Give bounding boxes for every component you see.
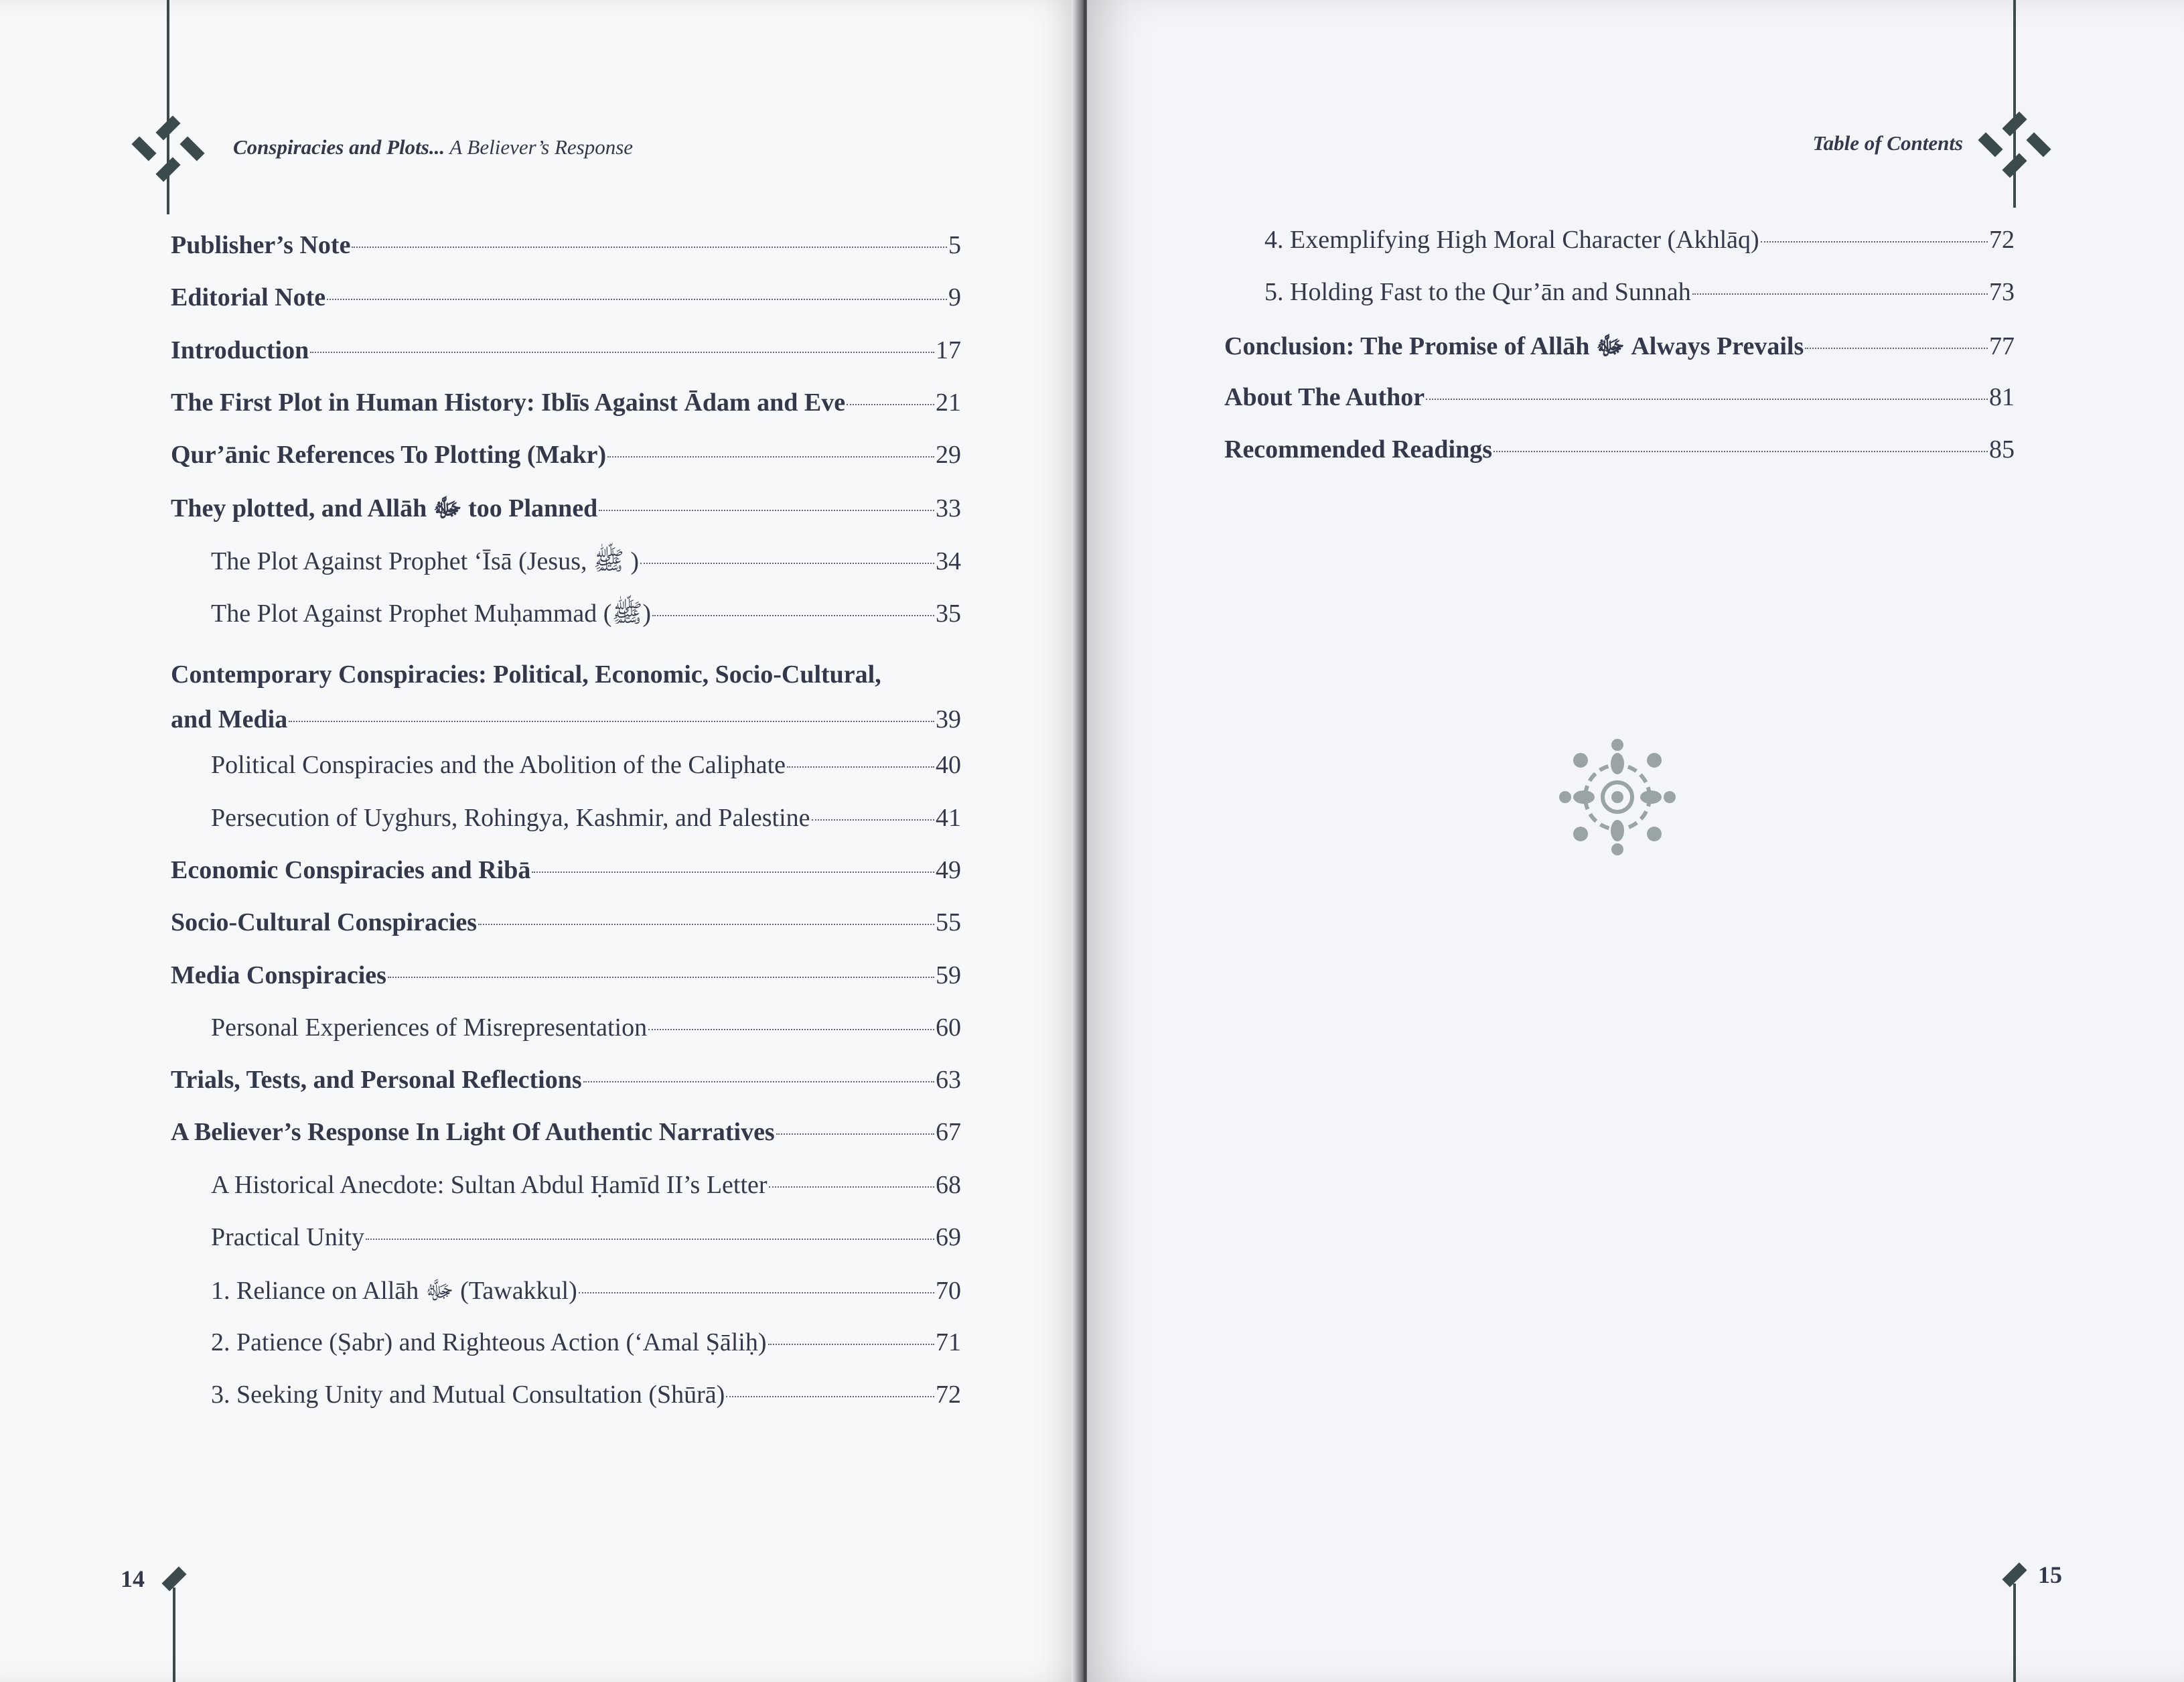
dot-leader xyxy=(812,819,934,821)
header-diamond-left-icon xyxy=(1978,132,2003,157)
toc-entry[interactable] xyxy=(171,492,961,545)
toc-list-left xyxy=(171,230,961,1432)
dot-leader xyxy=(607,456,934,458)
toc-entry[interactable] xyxy=(171,803,961,855)
toc-entry-page: 17 xyxy=(936,336,961,364)
toc-entry[interactable] xyxy=(171,855,961,908)
header-rule-left xyxy=(167,0,169,214)
dot-leader xyxy=(1426,399,1988,400)
toc-entry-page: 72 xyxy=(1989,226,2015,254)
dot-leader xyxy=(769,1186,934,1188)
toc-entry-title: Persecution of Uyghurs, Rohingya, Kashmir, and Palestine xyxy=(211,803,810,832)
toc-entry-page: 39 xyxy=(936,705,961,734)
running-head-right xyxy=(1813,131,1964,155)
dot-leader xyxy=(1761,241,1988,242)
toc-entry-title: Contemporary Conspiracies: Political, Economic, Socio-Cultural, xyxy=(171,660,881,689)
page-number-right: 15 xyxy=(2038,1561,2062,1588)
toc-entry-title: 5. Holding Fast to the Qur’ān and Sunnah xyxy=(1264,278,1691,307)
toc-entry-page: 68 xyxy=(936,1170,961,1199)
toc-entry-page: 5 xyxy=(948,231,961,259)
header-diamond-left-icon xyxy=(131,136,156,161)
toc-entry[interactable] xyxy=(171,961,961,1013)
dot-leader xyxy=(768,1344,935,1345)
toc-entry[interactable] xyxy=(171,908,961,960)
dot-leader xyxy=(310,352,934,353)
toc-entry-title: Introduction xyxy=(171,336,309,364)
toc-entry[interactable] xyxy=(171,1013,961,1065)
dot-leader xyxy=(478,924,934,925)
toc-entry-title: Editorial Note xyxy=(171,283,326,312)
toc-entry-title: 4. Exemplifying High Moral Character (Akhlāq) xyxy=(1264,226,1759,254)
toc-entry[interactable] xyxy=(1224,382,2015,435)
toc-entry-page: 29 xyxy=(936,441,961,470)
toc-entry-title: Political Conspiracies and the Abolition of the Caliphate xyxy=(211,751,786,780)
toc-entry-page: 9 xyxy=(948,283,961,312)
running-head-title: Table of Contents xyxy=(1812,131,1963,155)
toc-entry[interactable] xyxy=(171,1380,961,1432)
dot-leader xyxy=(726,1396,934,1397)
toc-entry-title: Qur’ānic References To Plotting (Makr) xyxy=(171,441,607,470)
dot-leader xyxy=(640,563,934,564)
dot-leader xyxy=(366,1239,934,1240)
dot-leader xyxy=(776,1133,934,1135)
toc-entry[interactable] xyxy=(171,1275,961,1327)
toc-entry-title: 2. Patience (Ṣabr) and Righteous Action (‘Amal Ṣāliḥ) xyxy=(211,1328,767,1356)
toc-entry[interactable] xyxy=(171,283,961,335)
toc-entry-page: 55 xyxy=(936,908,961,937)
toc-entry-page: 34 xyxy=(936,547,961,575)
toc-entry[interactable] xyxy=(171,1328,961,1380)
dot-leader xyxy=(583,1081,934,1082)
toc-entry-title: The Plot Against Prophet ‘Īsā (Jesus, ﷺ ) xyxy=(211,547,640,575)
dot-leader xyxy=(352,247,947,248)
toc-entry-title: 1. Reliance on Allāh ﷻ (Tawakkul) xyxy=(211,1277,577,1306)
dot-leader xyxy=(1692,293,1988,295)
header-diamond-right-icon xyxy=(2026,132,2051,157)
toc-entry-title: Economic Conspiracies and Ribā xyxy=(171,855,531,884)
toc-list-right xyxy=(1224,225,2015,487)
toc-entry[interactable] xyxy=(1224,277,2015,330)
toc-entry[interactable] xyxy=(1224,330,2015,382)
running-head-title: Conspiracies and Plots... xyxy=(233,135,445,159)
dot-leader xyxy=(579,1292,934,1293)
toc-entry-title: A Historical Anecdote: Sultan Abdul Ḥamīd II’s Letter xyxy=(211,1170,768,1199)
toc-entry-page: 40 xyxy=(936,751,961,780)
toc-entry-page: 69 xyxy=(936,1223,961,1252)
toc-entry[interactable] xyxy=(171,750,961,802)
toc-entry[interactable] xyxy=(171,1117,961,1170)
dot-leader xyxy=(532,871,934,873)
toc-entry-multiline[interactable] xyxy=(171,650,961,750)
toc-entry-page: 73 xyxy=(1989,278,2015,307)
toc-entry[interactable] xyxy=(171,1065,961,1117)
toc-entry-page: 49 xyxy=(936,855,961,884)
toc-entry-title-continued: and Media xyxy=(171,705,288,734)
toc-entry-title: They plotted, and Allāh ﷻ too Planned xyxy=(171,494,598,523)
toc-entry[interactable] xyxy=(171,440,961,492)
toc-entry-title: Conclusion: The Promise of Allāh ﷻ Always Prevails xyxy=(1224,332,1804,360)
toc-entry[interactable] xyxy=(171,545,961,598)
toc-entry-page: 70 xyxy=(936,1277,961,1306)
toc-entry-title: Publisher’s Note xyxy=(171,231,351,259)
toc-entry[interactable] xyxy=(171,388,961,440)
toc-entry-title: The First Plot in Human History: Iblīs Against Ādam and Eve xyxy=(171,388,846,417)
toc-entry[interactable] xyxy=(171,336,961,388)
toc-entry-page: 41 xyxy=(936,803,961,832)
toc-entry-title: Personal Experiences of Misrepresentation xyxy=(211,1013,648,1042)
footer-rule-left xyxy=(173,1588,175,1682)
dot-leader xyxy=(1494,451,1988,452)
toc-entry[interactable] xyxy=(1224,435,2015,487)
dot-leader xyxy=(1805,348,1988,349)
dot-leader xyxy=(388,977,934,978)
dot-leader xyxy=(787,766,934,768)
header-rule-right xyxy=(2013,0,2016,208)
page-number-left: 14 xyxy=(121,1565,145,1592)
toc-entry-title: Practical Unity xyxy=(211,1223,364,1252)
dot-leader xyxy=(847,404,934,405)
toc-entry[interactable] xyxy=(171,1170,961,1222)
header-diamond-right-icon xyxy=(179,136,204,161)
toc-entry[interactable] xyxy=(171,1222,961,1275)
toc-entry-title: Trials, Tests, and Personal Reflections xyxy=(171,1066,582,1095)
running-head-subtitle: A Believer’s Response xyxy=(445,135,634,159)
toc-entry-title: The Plot Against Prophet Muḥammad (ﷺ) xyxy=(211,600,652,628)
toc-entry-title: Socio-Cultural Conspiracies xyxy=(171,908,478,937)
dot-leader xyxy=(599,510,934,511)
toc-entry-page: 33 xyxy=(936,494,961,523)
toc-entry-page: 35 xyxy=(936,600,961,628)
toc-entry-page: 77 xyxy=(1989,332,2015,360)
toc-entry-page: 60 xyxy=(936,1013,961,1042)
running-head-left xyxy=(233,135,633,159)
toc-entry-title: 3. Seeking Unity and Mutual Consultation (Shūrā) xyxy=(211,1380,725,1409)
toc-entry-page: 71 xyxy=(936,1328,961,1356)
toc-entry-page: 21 xyxy=(936,388,961,417)
toc-entry-title: About The Author xyxy=(1224,382,1425,411)
toc-entry-title: Media Conspiracies xyxy=(171,961,386,989)
toc-entry-page: 67 xyxy=(936,1118,961,1147)
toc-entry[interactable] xyxy=(171,598,961,650)
toc-entry-page: 85 xyxy=(1989,435,2015,464)
dot-leader xyxy=(289,721,934,722)
dot-leader xyxy=(652,615,934,616)
dot-leader xyxy=(327,299,947,300)
toc-entry-title: A Believer’s Response In Light Of Authentic Narratives xyxy=(171,1118,775,1147)
left-page xyxy=(0,0,1082,1682)
toc-entry-page: 63 xyxy=(936,1066,961,1095)
toc-entry[interactable] xyxy=(1224,225,2015,277)
toc-entry-title: Recommended Readings xyxy=(1224,435,1493,464)
toc-entry[interactable] xyxy=(171,230,961,283)
toc-entry-page: 72 xyxy=(936,1380,961,1409)
dot-leader xyxy=(648,1029,934,1030)
toc-entry-page: 81 xyxy=(1989,382,2015,411)
rosette-ornament-icon xyxy=(1557,737,1678,857)
toc-entry-page: 59 xyxy=(936,961,961,989)
footer-rule-right xyxy=(2013,1584,2016,1682)
